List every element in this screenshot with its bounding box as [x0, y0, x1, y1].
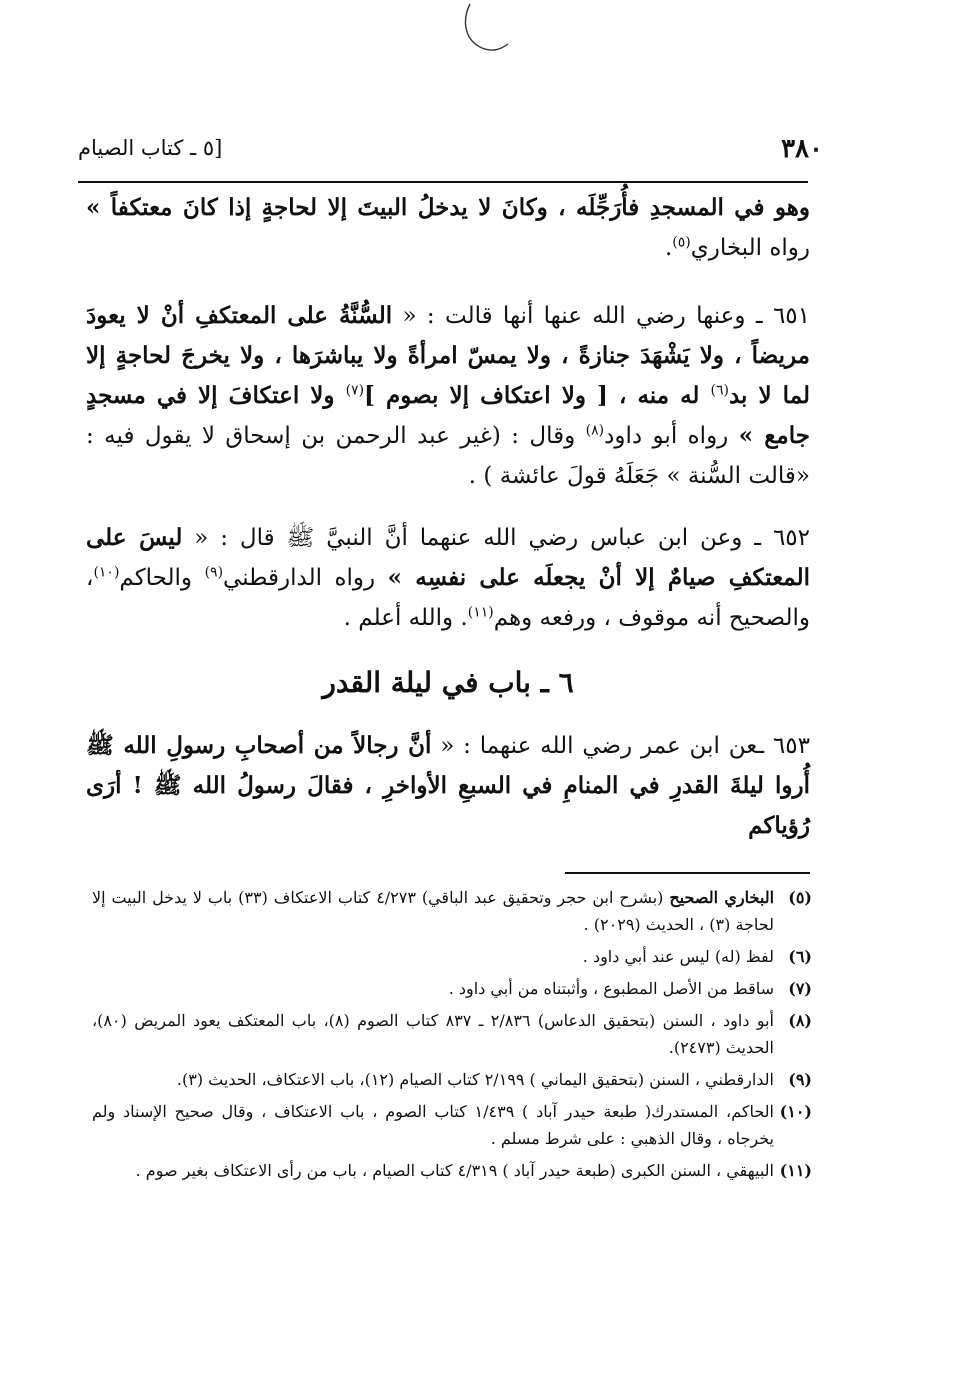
hadith-number: ٦٥١ ـ [755, 303, 811, 329]
footnote-item [92, 884, 812, 938]
paragraph-652 [86, 518, 810, 638]
footnote-number: (٩) [788, 1070, 812, 1089]
hadith-quote: وهو في المسجدِ فأُرَجِّلَه ، وكانَ لا يدخلُ البيتَ إلا لحاجةٍ إذا كانَ معتكفاً » [86, 194, 810, 221]
hadith-source-2: والحاكم [119, 565, 205, 591]
hadith-commentary: وقال : (غير عبد الرحمن بن إسحاق لا يقول فيه : «قالت السُّنة » جَعَلَهُ قولَ عائشة ) . [86, 423, 810, 489]
footnote-item [92, 1066, 812, 1093]
footnote-number: (١١) [779, 1161, 812, 1180]
hadith-quote-end: ولا اعتكافَ إلا في مسجدٍ جامع » [86, 382, 810, 449]
footnote-item [92, 943, 812, 970]
section-heading: ٦ ـ باب في ليلة القدر [322, 666, 574, 699]
footnote-body: لفظ (له) ليس عند أبي داود . [582, 947, 774, 966]
footnote-body: الدارقطني ، السنن (بتحقيق اليماني ) ٢/١٩٩ كتاب الصيام (١٢)، باب الاعتكاف، الحديث (٣). [176, 1070, 774, 1089]
hadith-quote: السُّنَّةُ على المعتكفِ أنْ لا يعودَ مريضاً ، ولا يَشْهَدَ جنازةً ، ولا يمسّ امرأةً ولا يباشرَها ، ولا يخرجَ لحاجةٍ إلا لما لا بد [86, 302, 810, 409]
hadith-intro: وعن ابن عباس رضي الله عنهما أنَّ النبيَّ ﷺ قال : « [182, 525, 755, 551]
hadith-intro: وعنها رضي الله عنها أنها قالت : « [392, 303, 756, 329]
footnote-body: الحاكم، المستدرك( طبعة حيدر آباد ) ١/٤٣٩ كتاب الصوم ، باب الاعتكاف ، وقال صحيح الإسناد ولم يخرجاه ، وقال الذهبي : على شرط مسلم . [92, 1102, 774, 1148]
footnote-item [92, 1157, 812, 1184]
footnote-text [92, 884, 774, 938]
hadith-quote: ليسَ على المعتكفِ صيامٌ إلا أنْ يجعلَه على نفسِه » [86, 524, 810, 591]
header-divider [78, 181, 808, 183]
hadith-quote: أنَّ رجالاً من أصحابِ رسولِ الله ﷺ أُروا ليلةَ القدرِ في المنامِ في السبعِ الأواخرِ ، فقالَ رسولُ الله ﷺ ! أرَى رُؤياكم [86, 732, 810, 839]
paragraph-end: . والله أعلم . [343, 605, 468, 631]
page-header [78, 128, 823, 168]
main-text [86, 188, 810, 868]
paragraph-653 [86, 726, 810, 846]
footnote-ref: (٩) [204, 564, 224, 581]
paragraph-continued [86, 188, 810, 268]
hadith-commentary: ، والصحيح أنه موقوف ، ورفعه وهم [86, 565, 810, 631]
footnote-number: (٦) [788, 947, 812, 966]
footnote-ref: (٧) [345, 382, 365, 399]
footnote-body: (بشرح ابن حجر وتحقيق عبد الباقي) ٤/٢٧٣ كتاب الاعتكاف (٣٣) باب لا يدخل البيت إلا لحاجة (٣) ، الحديث (٢٠٢٩) . [92, 888, 774, 934]
hadith-number: ٦٥٢ ـ [754, 525, 811, 551]
footnote-source-title: البخاري الصحيح [669, 888, 775, 907]
footnote-ref: (٦) [710, 382, 729, 399]
footnote-ref: (٥) [672, 234, 691, 251]
paragraph-651 [86, 296, 810, 496]
hadith-source: رواه أبو داود [604, 423, 739, 449]
footnote-item [92, 975, 812, 1002]
footnote-body: ساقط من الأصل المطبوع ، وأثبتناه من أبي داود . [448, 979, 774, 998]
pen-stroke-mark [452, 0, 512, 62]
footnote-item [92, 1007, 812, 1061]
hadith-intro: عن ابن عمر رضي الله عنهما : « [431, 733, 758, 759]
paragraph-end: . [664, 235, 673, 261]
hadith-source: رواه البخاري [690, 235, 810, 261]
hadith-number: ٦٥٣ ـ [757, 733, 810, 759]
footnote-divider [565, 872, 810, 874]
footnotes [92, 884, 812, 1189]
footnote-number: (٨) [788, 1011, 812, 1030]
footnote-number: (١٠) [779, 1102, 812, 1121]
footnote-number: (٥) [788, 888, 812, 907]
footnote-body: أبو داود ، السنن (بتحقيق الدعاس) ٢/٨٣٦ ـ ٨٣٧ كتاب الصوم (٨)، باب المعتكف يعود المريض (٨٠)، الحديث (٢٤٧٣). [92, 1011, 774, 1057]
page-number: ٣٨٠ [781, 134, 823, 164]
footnote-number: (٧) [788, 979, 812, 998]
hadith-source: رواه الدارقطني [223, 565, 388, 591]
footnote-body: البيهقي ، السنن الكبرى (طبعة حيدر آباد ) ٤/٣١٩ كتاب الصيام ، باب من رأى الاعتكاف بغير صوم . [135, 1161, 774, 1180]
hadith-quote-continued: له منه ، [ ولا اعتكاف إلا بصوم ] [364, 382, 711, 409]
chapter-title: [٥ ـ كتاب الصيام [78, 136, 223, 160]
footnote-ref: (٨) [585, 422, 605, 439]
footnote-ref: (١١) [467, 604, 494, 621]
footnote-item [92, 1098, 812, 1152]
footnote-ref: (١٠) [93, 564, 120, 581]
